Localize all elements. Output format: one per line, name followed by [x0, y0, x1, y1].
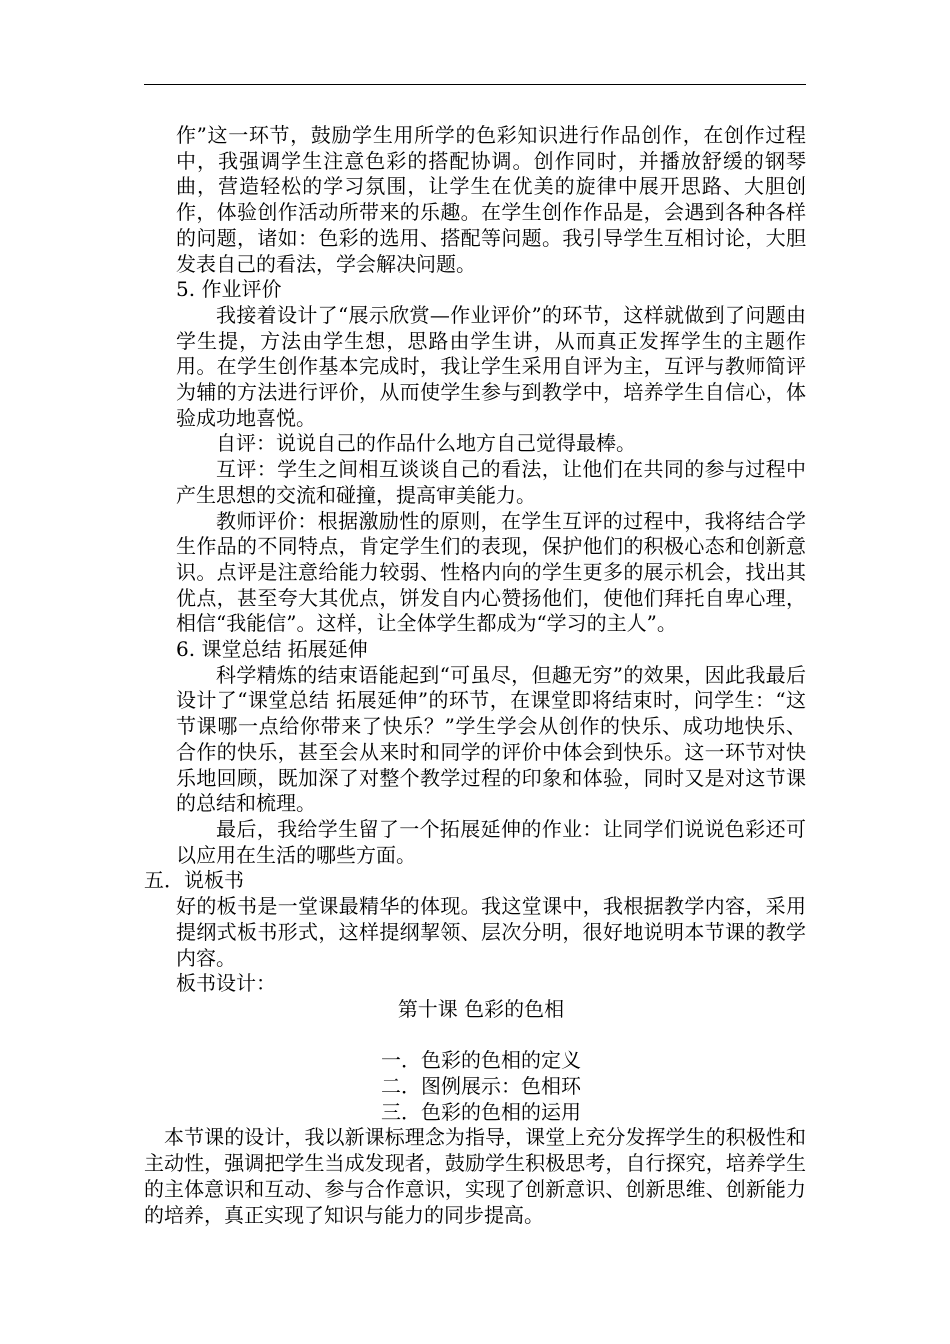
heading-homework-evaluation: 5. 作业评价: [176, 277, 282, 302]
paragraph-self-evaluation: 自评：说说自己的作品什么地方自己觉得最棒。: [216, 431, 636, 456]
header-rule: [144, 84, 806, 85]
paragraph-peer-evaluation: 互评：学生之间相互谈谈自己的看法，让他们在共同的参与过程中产生思想的交流和碰撞，提高审美能力。: [176, 457, 806, 507]
paragraph-creation: 作”这一环节，鼓励学生用所学的色彩知识进行作品创作，在创作过程中，我强调学生注意色彩的搭配协调。创作同时，并播放舒缓的钢琴曲，营造轻松的学习氛围，让学生在优美的旋律中展开思路、大胆创作，体验创作活动所带来的乐趣。在学生创作作品是，会遇到各种各样的问题，诸如：色彩的选用、搭配等问题。我引导学生互相讨论，大胆发表自己的看法，学会解决问题。: [176, 123, 806, 276]
blackboard-item: 三．色彩的色相的运用: [381, 1099, 581, 1124]
paragraph-conclusion: 本节课的设计，我以新课标理念为指导，课堂上充分发挥学生的积极性和主动性，强调把学生当成发现者，鼓励学生积极思考，自行探究，培养学生的主体意识和互动、参与合作意识，实现了创新意识、创新思维、创新能力的培养，真正实现了知识与能力的同步提高。: [144, 1125, 806, 1227]
section-heading-blackboard: 五．说板书: [144, 868, 244, 893]
paragraph-closing: 科学精炼的结束语能起到“可虽尽，但趣无穷”的效果，因此我最后设计了“课堂总结 拓展延伸”的环节，在课堂即将结束时，问学生：“这节课哪一点给你带来了快乐？”学生学会从创作的快乐、成功地快乐、合作的快乐，甚至会从来时和同学的评价中体会到快乐。这一环节对快乐地回顾，既加深了对整个教学过程的印象和体验，同时又是对这节课的总结和梳理。: [176, 662, 806, 816]
blackboard-item: 一．色彩的色相的定义: [381, 1048, 581, 1073]
blank-line: [176, 1023, 806, 1049]
blackboard-design-label: 板书设计：: [176, 971, 276, 996]
heading-summary-extension: 6. 课堂总结 拓展延伸: [176, 637, 368, 662]
blackboard-title: 第十课 色彩的色相: [397, 996, 565, 1021]
paragraph-evaluation-design: 我接着设计了“展示欣赏—作业评价”的环节，这样就做到了问题由学生提，方法由学生想，思路由学生讲，从而真正发挥学生的主题作用。在学生创作基本完成时，我让学生采用自评为主，互评与教师简评为辅的方法进行评价，从而使学生参与到教学中，培养学生自信心，体验成功地喜悦。: [176, 302, 806, 430]
paragraph-teacher-evaluation: 教师评价：根据激励性的原则，在学生互评的过程中，我将结合学生作品的不同特点，肯定学生们的表现，保护他们的积极心态和创新意识。点评是注意给能力较弱、性格内向的学生更多的展示机会，找出其优点，甚至夸大其优点，饼发自内心赞扬他们，使他们拜托自卑心理，相信“我能信”。这样，让全体学生都成为“学习的主人”。: [176, 508, 806, 636]
paragraph-homework: 最后，我给学生留了一个拓展延伸的作业：让同学们说说色彩还可以应用在生活的哪些方面。: [176, 816, 806, 867]
document-body: [144, 123, 806, 1228]
paragraph-blackboard: 好的板书是一堂课最精华的体现。我这堂课中，我根据教学内容，采用提纲式板书形式，这样提纲挈领、层次分明，很好地说明本节课的教学内容。: [176, 894, 806, 970]
blackboard-item: 二．图例展示：色相环: [381, 1074, 581, 1098]
